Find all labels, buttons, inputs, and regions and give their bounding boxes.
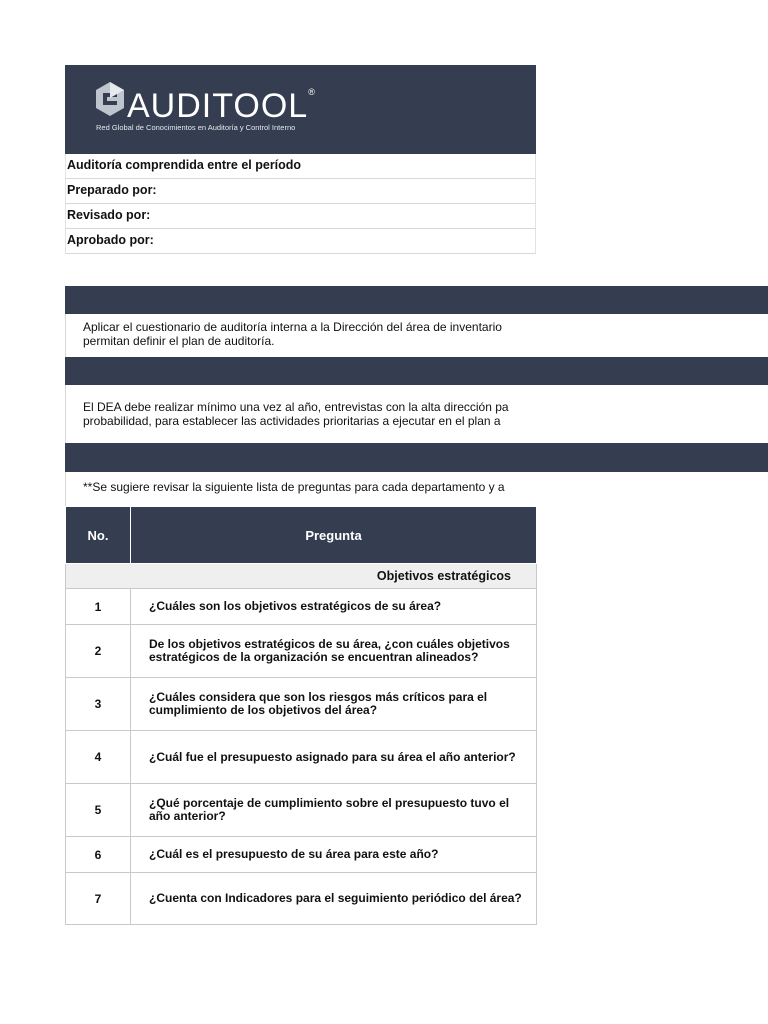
logo-emblem-icon [93,81,127,117]
question-text: De los objetivos estratégicos de su área, ¿con cuáles objetivos estratégicos de la organización se encuentran alineados? [131,625,537,678]
table-row [66,784,537,837]
objective-text: Aplicar el cuestionario de auditoría interna a la Dirección del área de inventario permitan definir el plan de auditoría. [83,320,502,348]
question-text: ¿Cuáles son los objetivos estratégicos de su área? [131,589,537,625]
questions-header-bar [65,443,768,472]
question-text: ¿Qué porcentaje de cumplimiento sobre el presupuesto tuvo el año anterior? [131,784,537,837]
question-text: ¿Cuáles considera que son los riesgos más críticos para el cumplimiento de los objetivos del área? [131,678,537,731]
question-number: 5 [66,784,131,837]
section-title: Objetivos estratégicos [66,564,537,589]
dea-text: El DEA debe realizar mínimo una vez al año, entrevistas con la alta dirección pa probabilidad, para establecer las actividades prioritarias a ejecutar en el plan a [83,400,509,428]
question-text: ¿Cuál fue el presupuesto asignado para su área el año anterior? [131,731,537,784]
logo-tagline: Red Global de Conocimientos en Auditoría y Control Interno [96,123,296,132]
approved-by-row: Aprobado por: [65,229,536,254]
column-header-no: No. [66,507,131,564]
table-row [66,837,537,873]
section-row [66,564,537,589]
period-row: Auditoría comprendida entre el período [65,154,536,179]
table-row [66,731,537,784]
auditool-logo [93,77,333,137]
question-text: ¿Cuenta con Indicadores para el seguimiento periódico del área? [131,873,537,925]
table-row [66,589,537,625]
logo-wordmark: AUDITOOL® [127,87,316,125]
suggestion-box [65,472,768,506]
question-number: 3 [66,678,131,731]
dea-header-bar [65,357,768,385]
logo-header [65,65,536,154]
column-header-question: Pregunta [131,507,537,564]
objective-box [65,314,768,357]
reviewed-by-row: Revisado por: [65,204,536,229]
question-number: 6 [66,837,131,873]
table-row [66,873,537,925]
objective-header-bar [65,286,768,314]
dea-box [65,385,768,443]
table-row [66,625,537,678]
table-header-row [66,507,537,564]
suggestion-text: **Se sugiere revisar la siguiente lista de preguntas para cada departamento y a [83,480,505,494]
table-row [66,678,537,731]
question-text: ¿Cuál es el presupuesto de su área para este año? [131,837,537,873]
question-number: 7 [66,873,131,925]
question-number: 2 [66,625,131,678]
question-number: 1 [66,589,131,625]
question-number: 4 [66,731,131,784]
questions-table [65,506,537,925]
prepared-by-row: Preparado por: [65,179,536,204]
